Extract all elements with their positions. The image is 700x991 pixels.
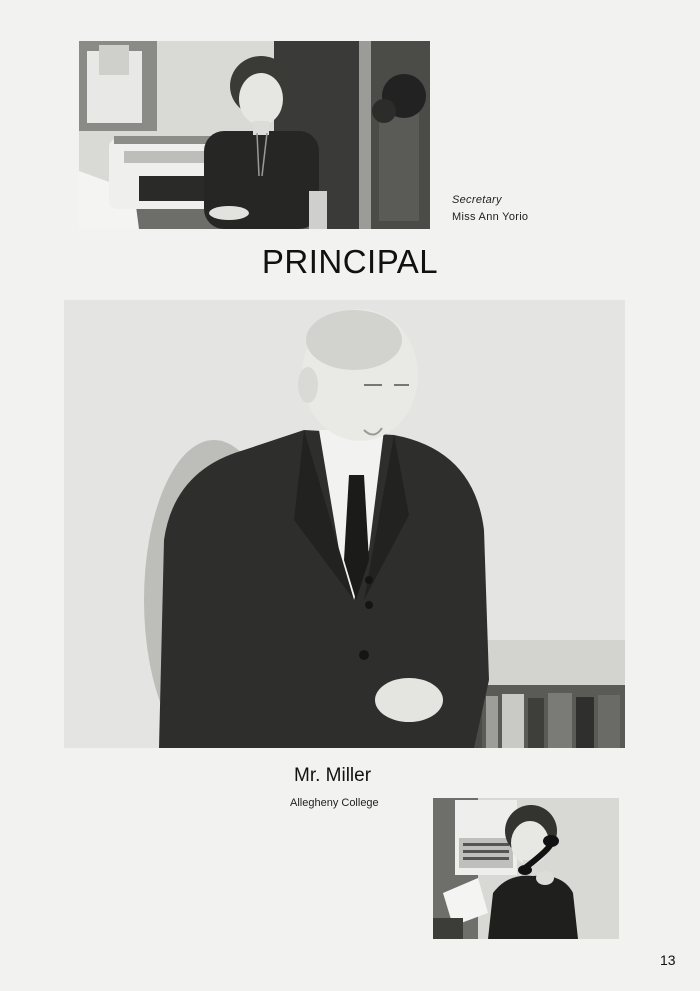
principal-name: Mr. Miller [294, 765, 372, 786]
page-heading: PRINCIPAL [261, 243, 439, 280]
phone-photo [433, 798, 619, 939]
principal-photo [64, 300, 625, 748]
secretary-name-caption: Miss Ann Yorio [452, 211, 529, 223]
principal-college: Allegheny College [290, 797, 379, 809]
secretary-role-caption: Secretary [452, 194, 502, 206]
page-number: 13 [660, 952, 676, 968]
secretary-photo [79, 41, 430, 229]
